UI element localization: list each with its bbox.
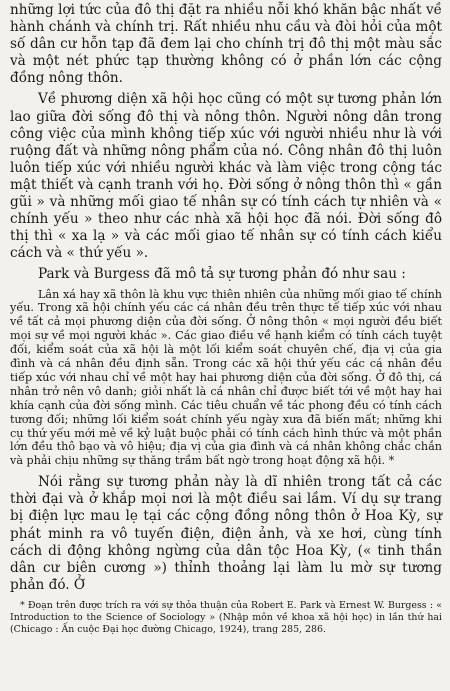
paragraph-3: Park và Burgess đã mô tả sự tương phản đó như sau : xyxy=(38,266,406,283)
paragraph-5: Nói rằng sự tương phản này là dĩ nhiên trong tất cả các thời đại và ở khắp mọi nơi là một điều sai lầm. Ví dụ sự trang bị điện lực mau lẹ tại các cộng đồng nông thôn ở Hoa Kỳ, sự phát minh ra vô tuyến điện, điện ảnh, và xe hơi, cùng tính cách di động không ngừng của dân tộc Hoa Kỳ, (« tinh thần dân cư biên cương ») thỉnh thoảng lại làm lu mờ sự tương phản đó. Ở xyxy=(10,474,442,593)
paragraph-1: những lợi tức của đô thị đặt ra nhiều nỗi khó khăn bậc nhất về hành chánh và chính trị. Rất nhiều nhu cầu và đòi hỏi của một số dân cư hỗn tạp đã đem lại cho chính trị đô thị một màu sắc và một nét phức tạp thường không có ở phần lớn các cộng đồng nông thôn. xyxy=(10,2,442,87)
paragraph-2: Về phương diện xã hội học cũng có một sự tương phản lớn lao giữa đời sống đô thị và nông thôn. Người nông dân trong công việc của mình không tiếp xúc với người nhiều như là với ruộng đất và những nông phẩm của nó. Công nhân đô thị luôn luôn tiếp xúc với nhiều người khác và làm việc trong cộng tác mật thiết và cạnh tranh với họ. Đời sống ở nông thôn thì « gần gũi » và những mối giao tế nhân sự có tính cách tự nhiên và « chính yếu » theo như các nhà xã hội học đã nói. Đời sống đô thị thì « xa lạ » và các mối giao tế nhân sự có tính cách kiểu cách và « thứ yếu ». xyxy=(10,91,442,262)
block-quote: Lân xá hay xã thôn là khu vực thiên nhiên của những mối giao tế chính yếu. Trong xã hội chính yếu các cá nhân đều trên thực tế tiếp xúc với nhau về tất cả mọi phương diện của đời sống. Ở nông thôn « mọi người đều biết mọi sự về mọi người khác ». Các giao điều về hạnh kiểm có tính cách tuyệt đối, kiểm soát của xã hội là một lối kiểm soát chuyên chế, địa vị của gia đình và cá nhân đều định sẵn. Trong các xã hội thứ yếu các cá nhân đều tiếp xúc với nhau chỉ về một hay hai phương diện của đời sống. Ở đô thị, cá nhân trở nên vô danh; giỏi nhất là cá nhân chỉ được biết tới về một hay hai khía cạnh của đời sống mình. Các tiêu chuẩn về tác phong đều có tính cách tương đối; những lối kiểm soát chính yếu ngày xưa đã biến mất; những khi cụ thứ yếu mới mẻ về kỷ luật buộc phải có tính cách hình thức và một phần lớn đều thô bạo và vô hiệu; địa vị của gia đình và cá nhân không chắc chắn và phải chịu những sự thăng trầm bất ngờ trong hoạt động xã hội. * xyxy=(10,287,442,468)
footnote: * Đoạn trên được trích ra với sự thỏa thuận của Robert E. Park và Ernest W. Burgess : « Introduction to the Science of Sociology » (Nhập môn về khoa xã hội học) in lần thứ hai (Chicago : Ấn cuộc Đại học đường Chicago, 1924), trang 285, 286. xyxy=(10,599,442,635)
